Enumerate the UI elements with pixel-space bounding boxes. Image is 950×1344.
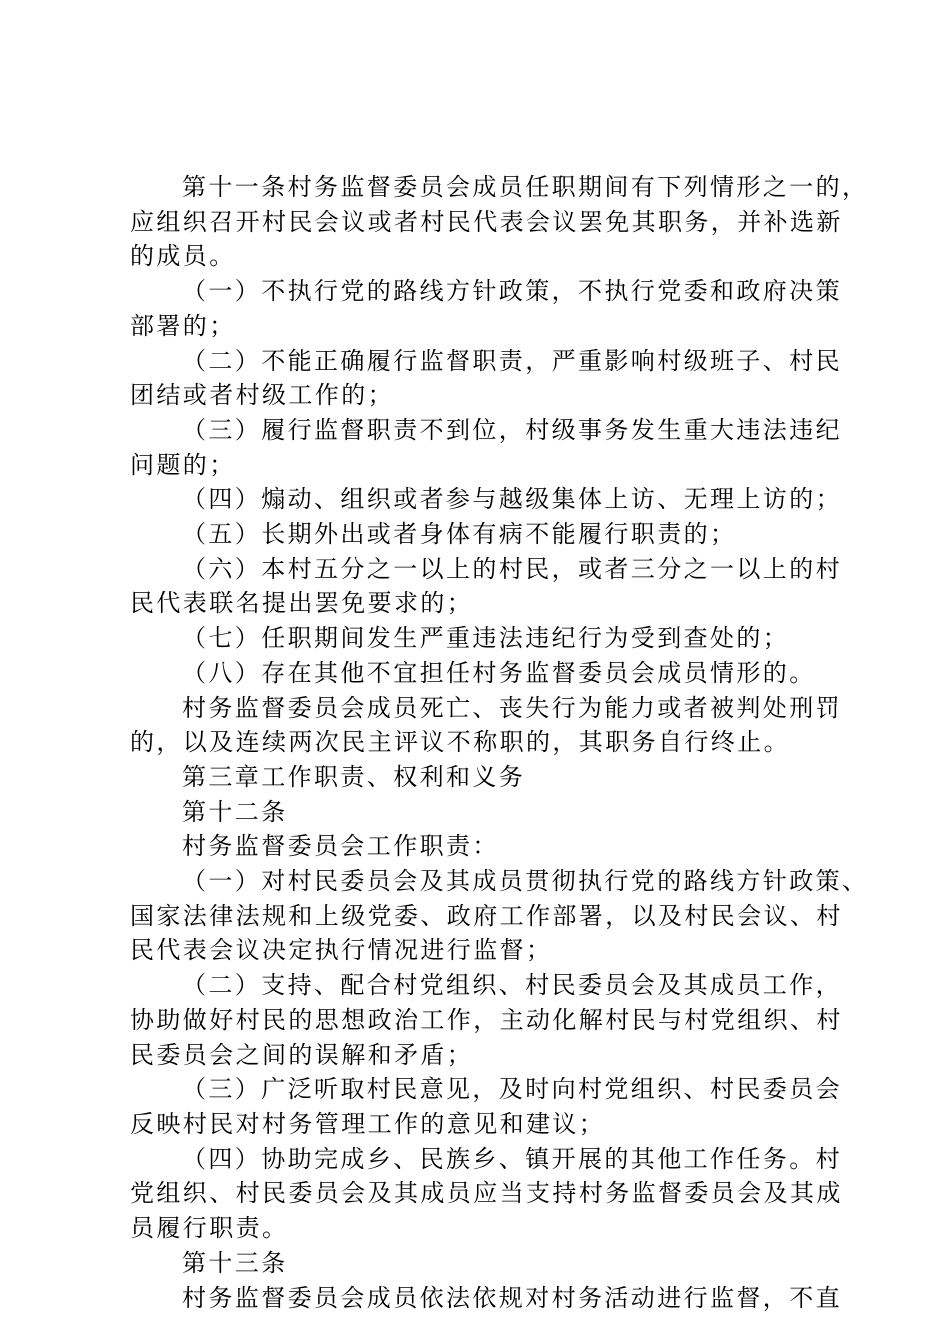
text-line: 协助做好村民的思想政治工作，主动化解村民与村党组织、村 bbox=[130, 1005, 843, 1034]
text-line: 员履行职责。 bbox=[130, 1214, 289, 1243]
text-line: 民委员会之间的误解和矛盾； bbox=[130, 1040, 474, 1069]
text-line: 第十三条 bbox=[182, 1248, 288, 1277]
text-line: 村务监督委员会成员死亡、丧失行为能力或者被判处刑罚 bbox=[182, 693, 842, 722]
text-line: （三）广泛听取村民意见，及时向村党组织、村民委员会 bbox=[182, 1075, 842, 1104]
text-line: 反映村民对村务管理工作的意见和建议； bbox=[130, 1109, 606, 1138]
text-line: 的，以及连续两次民主评议不称职的，其职务自行终止。 bbox=[130, 728, 790, 757]
text-line: 村务监督委员会成员依法依规对村务活动进行监督，不直 bbox=[182, 1283, 842, 1312]
text-line: （三）履行监督职责不到位，村级事务发生重大违法违纪 bbox=[182, 415, 842, 444]
text-line: 国家法律法规和上级党委、政府工作部署，以及村民会议、村 bbox=[130, 901, 843, 930]
text-line: （二）支持、配合村党组织、村民委员会及其成员工作， bbox=[182, 971, 842, 1000]
text-line: （一）对村民委员会及其成员贯彻执行党的路线方针政策、 bbox=[182, 867, 869, 896]
text-line: 问题的； bbox=[130, 450, 236, 479]
text-line: （四）煽动、组织或者参与越级集体上访、无理上访的； bbox=[182, 485, 842, 514]
document-body bbox=[130, 170, 869, 1315]
text-line: （六）本村五分之一以上的村民，或者三分之一以上的村 bbox=[182, 554, 842, 583]
text-line: 第十二条 bbox=[182, 797, 288, 826]
text-line: （二）不能正确履行监督职责，严重影响村级班子、村民 bbox=[182, 346, 842, 375]
text-line: 民代表联名提出罢免要求的； bbox=[130, 589, 474, 618]
text-line: （四）协助完成乡、民族乡、镇开展的其他工作任务。村 bbox=[182, 1144, 842, 1173]
text-line: 应组织召开村民会议或者村民代表会议罢免其职务，并补选新 bbox=[130, 207, 843, 236]
text-line: 团结或者村级工作的； bbox=[130, 381, 394, 410]
text-line: （七）任职期间发生严重违法违纪行为受到查处的； bbox=[182, 624, 790, 653]
text-line: 第十一条村务监督委员会成员任职期间有下列情形之一的， bbox=[182, 173, 869, 201]
text-line: 党组织、村民委员会及其成员应当支持村务监督委员会及其成 bbox=[130, 1179, 843, 1208]
text-line: 民代表会议决定执行情况进行监督； bbox=[130, 936, 553, 965]
text-line: 村务监督委员会工作职责： bbox=[182, 832, 499, 861]
text-line: （五）长期外出或者身体有病不能履行职责的； bbox=[182, 520, 737, 549]
text-line: 部署的； bbox=[130, 311, 236, 340]
text-line: 的成员。 bbox=[130, 242, 236, 271]
text-line: 第三章工作职责、权利和义务 bbox=[182, 762, 526, 791]
text-line: （八）存在其他不宜担任村务监督委员会成员情形的。 bbox=[182, 658, 816, 687]
text-line: （一）不执行党的路线方针政策，不执行党委和政府决策 bbox=[182, 277, 842, 306]
